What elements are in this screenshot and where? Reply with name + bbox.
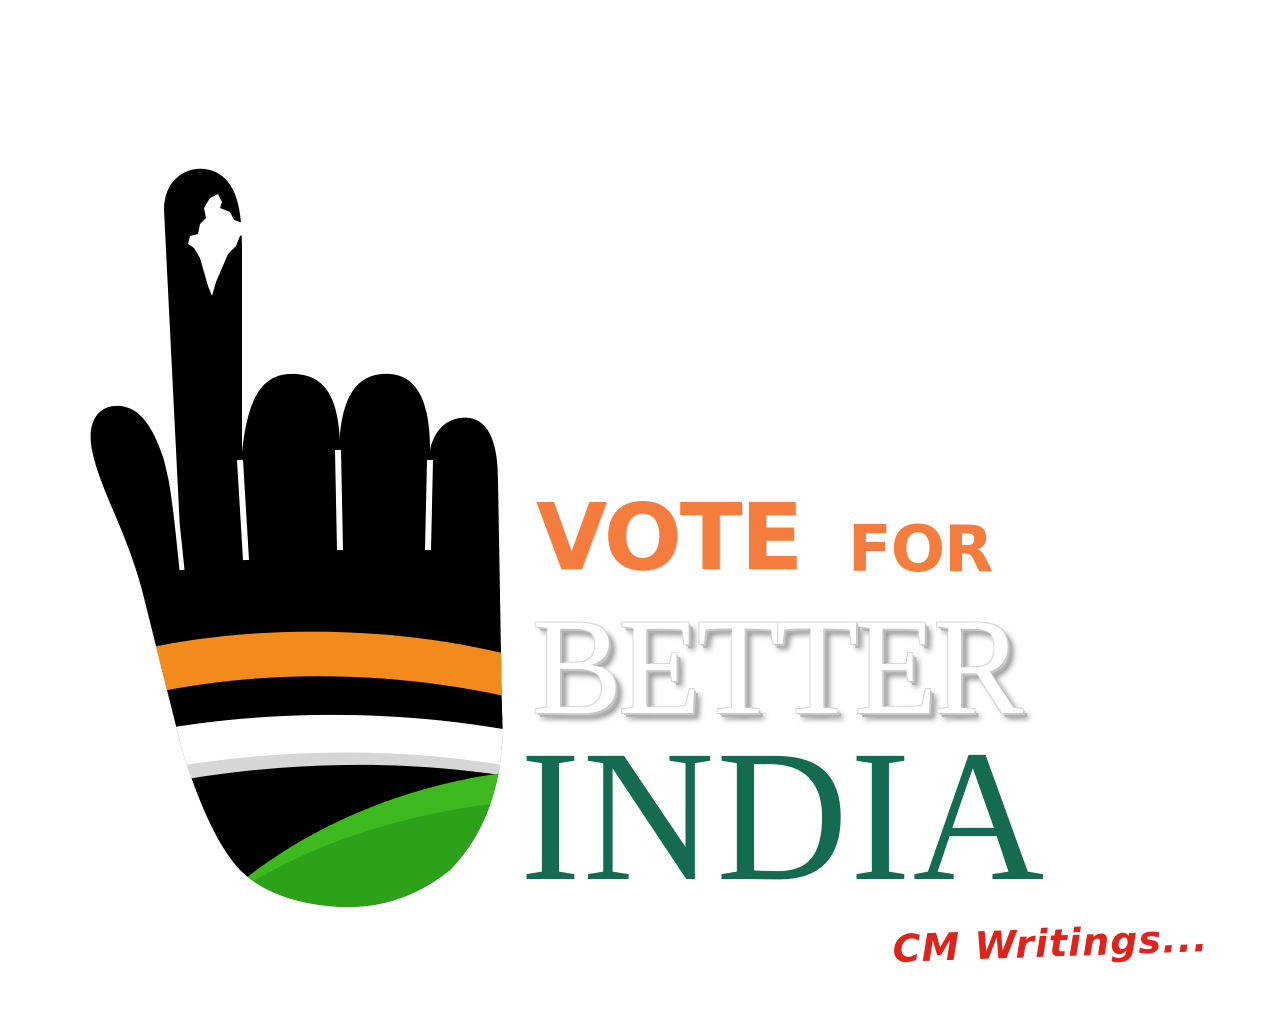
finger-gap-2 [338,450,340,550]
headline-better: BETTER [532,590,1020,743]
author-signature: CM Writings... [891,915,1210,971]
headline-for: FOR [848,513,993,587]
voting-hand-icon [70,150,530,910]
headline-india: INDIA [520,711,1047,920]
headline-vote: VOTE [536,484,802,591]
finger-gap-3 [428,460,430,550]
